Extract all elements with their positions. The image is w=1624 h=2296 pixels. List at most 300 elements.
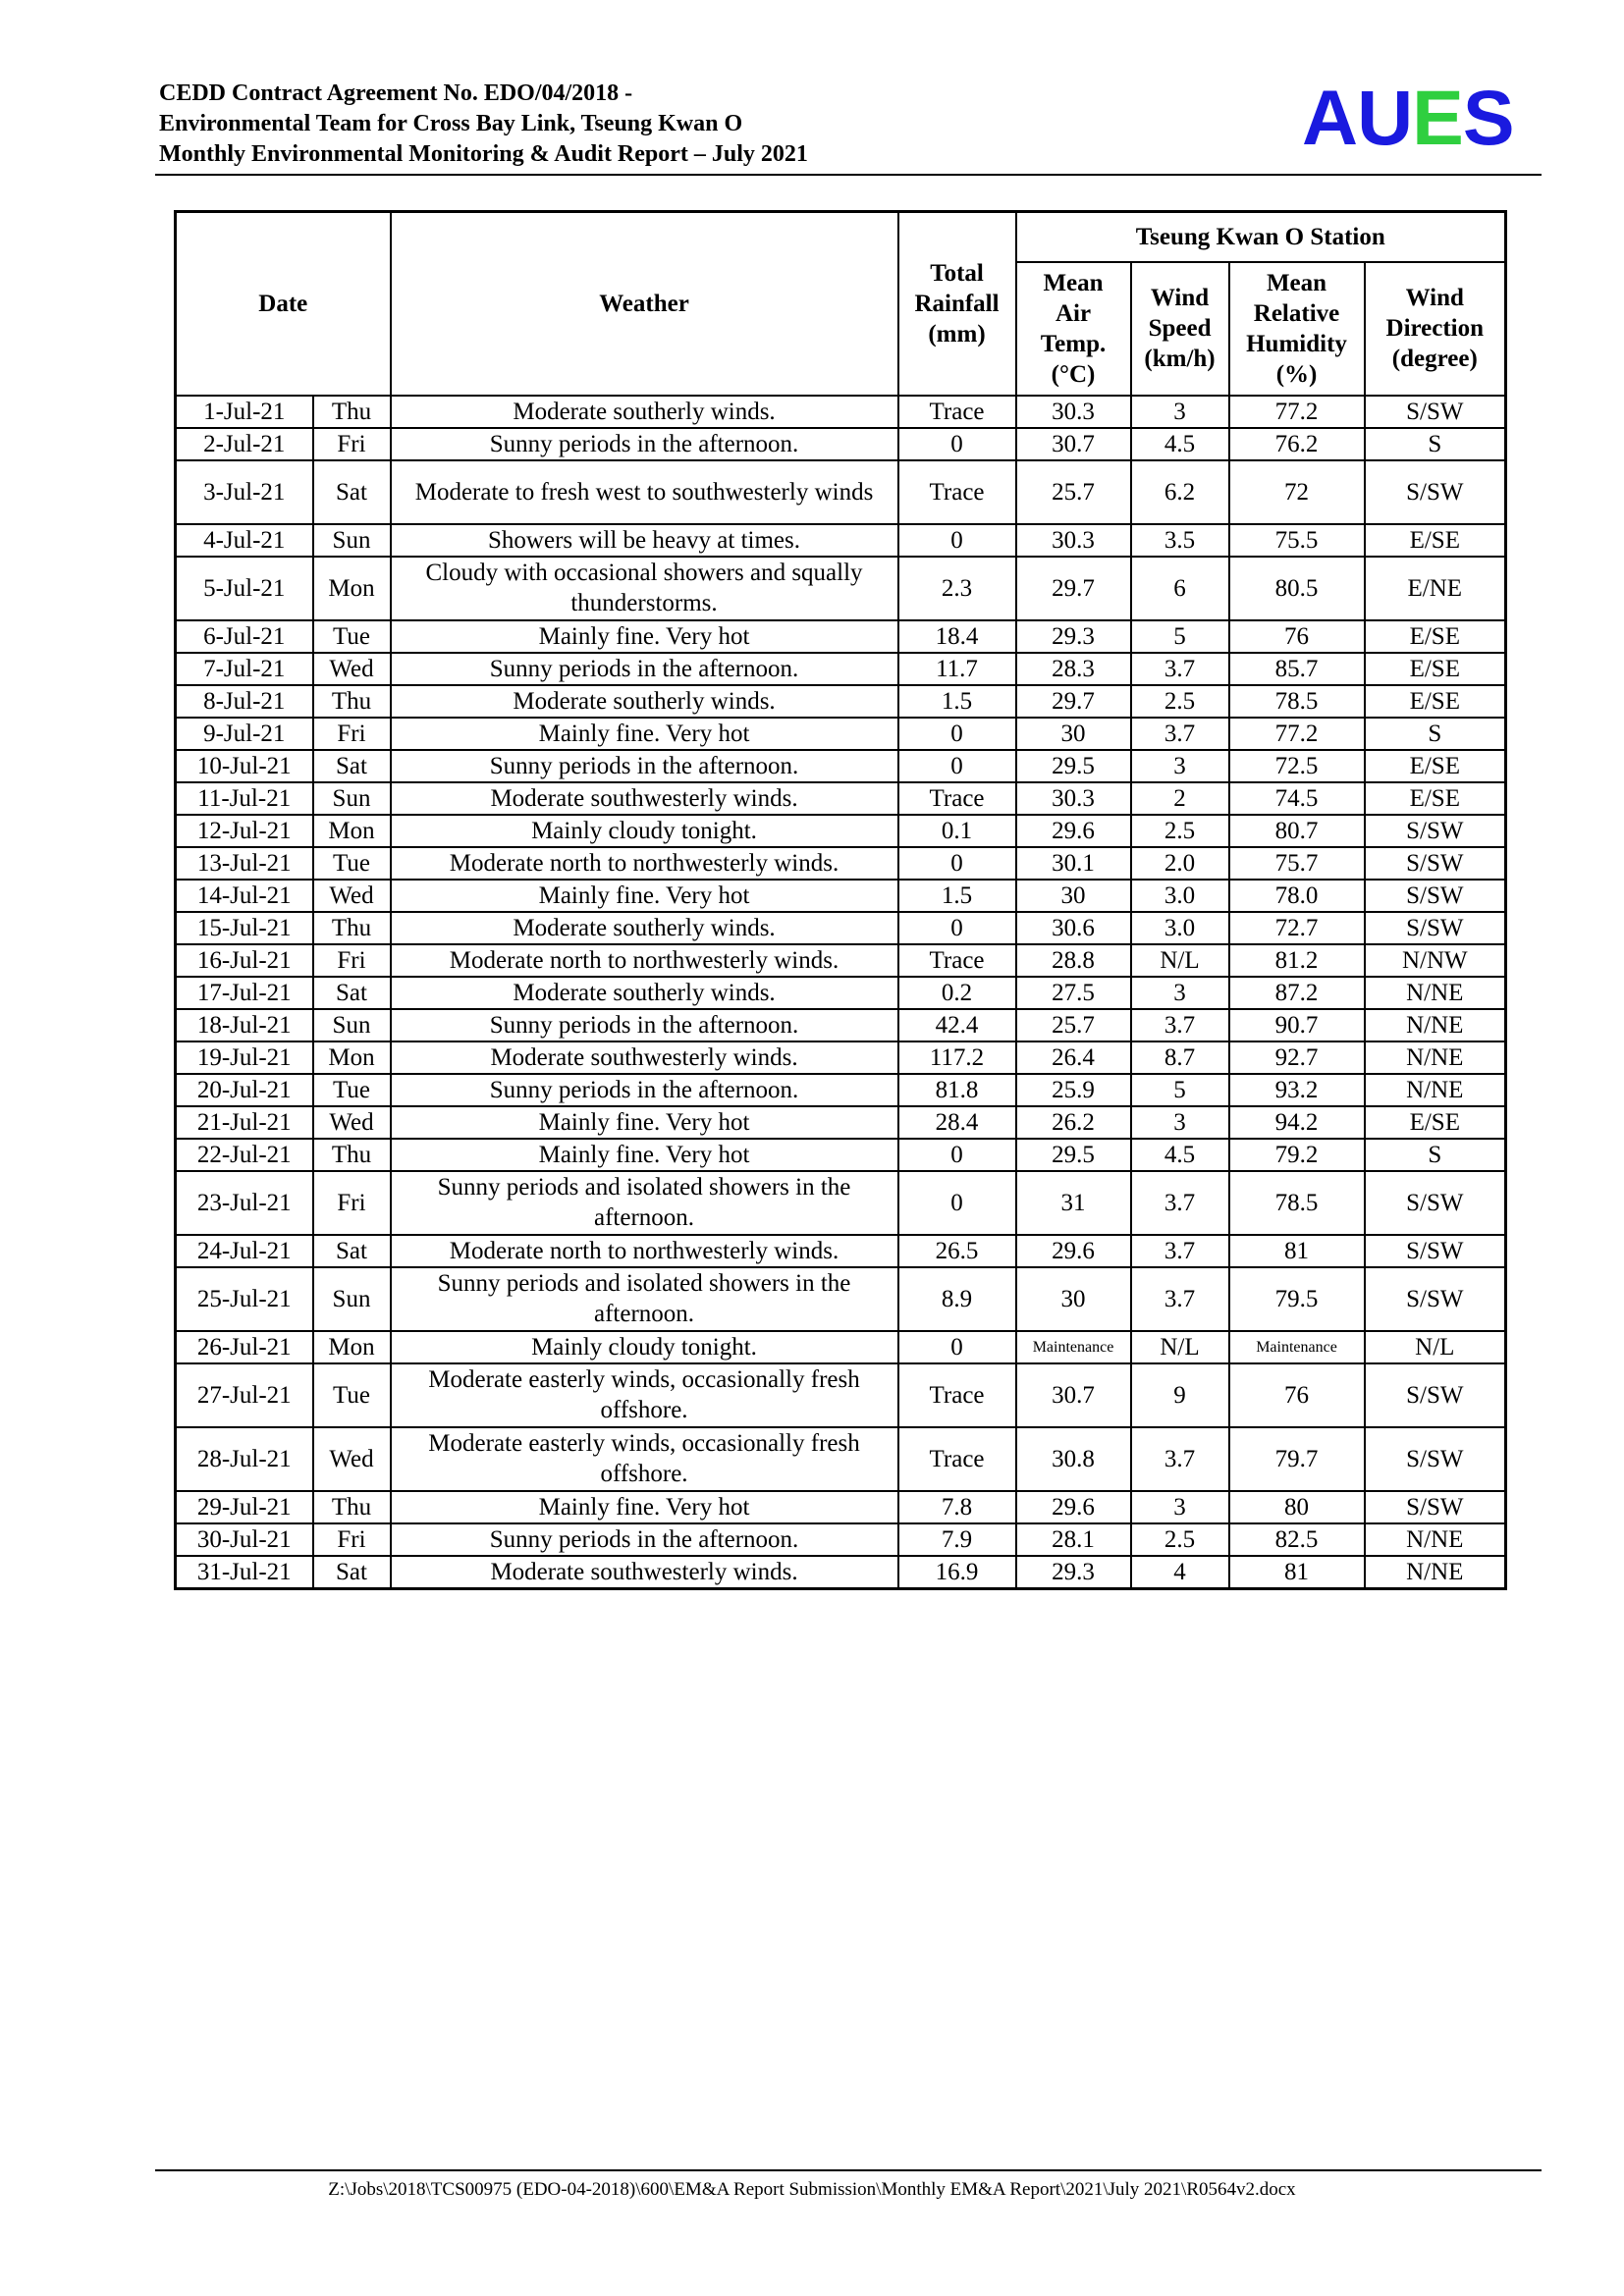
wind-direction-cell: N/NE [1365,1523,1506,1556]
rainfall-cell: 0.2 [898,977,1016,1009]
wind-speed-cell: 3 [1131,396,1229,428]
col-header-rainfall [898,212,1016,396]
humidity-cell: 92.7 [1229,1041,1365,1074]
weather-cell: Sunny periods in the afternoon. [391,428,898,460]
humidity-cell: 78.0 [1229,880,1365,912]
wind-speed-cell: 6 [1131,557,1229,620]
day-cell: Fri [313,944,391,977]
table-row [176,1106,1506,1139]
air-temp-cell: 31 [1016,1171,1131,1235]
wind-direction-cell: S [1365,718,1506,750]
header-contract-line: CEDD Contract Agreement No. EDO/04/2018 - [159,80,633,106]
wind-direction-cell: E/SE [1365,1106,1506,1139]
wind-speed-cell: 4 [1131,1556,1229,1589]
humidity-cell: 80 [1229,1491,1365,1523]
logo-letter: U [1357,74,1413,161]
wind-direction-cell: E/SE [1365,620,1506,653]
humidity-cell: 72.7 [1229,912,1365,944]
table-body [176,396,1506,1589]
weather-cell: Moderate southerly winds. [391,912,898,944]
table-row [176,1556,1506,1589]
table-row [176,718,1506,750]
weather-cell: Moderate easterly winds, occasionally fresh offshore. [391,1427,898,1491]
table-row [176,1171,1506,1235]
day-cell: Wed [313,653,391,685]
wind-direction-cell: N/L [1365,1331,1506,1363]
date-cell: 8-Jul-21 [176,685,313,718]
table-row [176,815,1506,847]
rainfall-cell: 0 [898,428,1016,460]
humidity-cell: 76 [1229,1363,1365,1427]
col-header-weather: Weather [391,212,898,396]
table-row [176,396,1506,428]
report-header [159,79,1043,170]
rainfall-cell: 16.9 [898,1556,1016,1589]
date-cell: 12-Jul-21 [176,815,313,847]
air-temp-cell: 30.3 [1016,782,1131,815]
humidity-cell: 81 [1229,1556,1365,1589]
weather-cell: Moderate southwesterly winds. [391,782,898,815]
rainfall-cell: 28.4 [898,1106,1016,1139]
weather-cell: Mainly fine. Very hot [391,880,898,912]
air-temp-cell: 30.7 [1016,428,1131,460]
header-divider [155,174,1542,176]
weather-cell: Mainly fine. Very hot [391,1106,898,1139]
day-cell: Mon [313,1331,391,1363]
rainfall-cell: 0 [898,1171,1016,1235]
humidity-cell: 75.7 [1229,847,1365,880]
wind-speed-cell: 3.7 [1131,1171,1229,1235]
wind-speed-cell: 5 [1131,620,1229,653]
air-temp-cell: 29.6 [1016,815,1131,847]
date-cell: 13-Jul-21 [176,847,313,880]
date-cell: 30-Jul-21 [176,1523,313,1556]
humidity-cell: 93.2 [1229,1074,1365,1106]
wind-speed-cell: 3 [1131,750,1229,782]
humidity-cell: 79.5 [1229,1267,1365,1331]
air-temp-cell: 30 [1016,718,1131,750]
wind-speed-cell: 2.5 [1131,815,1229,847]
table-row [176,1235,1506,1267]
wind-direction-cell: S/SW [1365,1267,1506,1331]
rainfall-cell: Trace [898,944,1016,977]
weather-cell: Moderate north to northwesterly winds. [391,944,898,977]
wind-speed-cell: 4.5 [1131,1139,1229,1171]
rainfall-cell: 1.5 [898,880,1016,912]
table-row [176,1331,1506,1363]
humidity-cell: 72 [1229,460,1365,524]
date-cell: 7-Jul-21 [176,653,313,685]
humidity-cell: 81 [1229,1235,1365,1267]
air-temp-header-text: Mean Air Temp. (°C) [1040,269,1107,388]
table-row [176,524,1506,557]
wind-speed-cell: 3.7 [1131,1009,1229,1041]
date-cell: 21-Jul-21 [176,1106,313,1139]
wind-speed-cell: 6.2 [1131,460,1229,524]
date-cell: 25-Jul-21 [176,1267,313,1331]
wind-direction-cell: S/SW [1365,1427,1506,1491]
weather-cell: Moderate north to northwesterly winds. [391,1235,898,1267]
wind-direction-cell: S/SW [1365,880,1506,912]
table-row [176,1074,1506,1106]
day-cell: Tue [313,847,391,880]
date-cell: 19-Jul-21 [176,1041,313,1074]
table-row [176,1523,1506,1556]
col-header-date: Date [176,212,391,396]
date-cell: 18-Jul-21 [176,1009,313,1041]
rainfall-cell: 117.2 [898,1041,1016,1074]
rainfall-cell: 81.8 [898,1074,1016,1106]
weather-cell: Cloudy with occasional showers and squally thunderstorms. [391,557,898,620]
wind-speed-cell: 9 [1131,1363,1229,1427]
footer-divider [155,2169,1542,2171]
humidity-cell: 90.7 [1229,1009,1365,1041]
air-temp-cell: 30.8 [1016,1427,1131,1491]
humidity-header-text: Mean Relative Humidity (%) [1246,269,1347,388]
day-cell: Mon [313,557,391,620]
table-row [176,685,1506,718]
date-cell: 28-Jul-21 [176,1427,313,1491]
logo-letter: A [1302,74,1358,161]
weather-cell: Moderate north to northwesterly winds. [391,847,898,880]
rainfall-cell: Trace [898,782,1016,815]
wind-speed-cell: 8.7 [1131,1041,1229,1074]
table-row [176,653,1506,685]
weather-cell: Mainly cloudy tonight. [391,1331,898,1363]
air-temp-cell: 25.7 [1016,460,1131,524]
air-temp-cell: 29.6 [1016,1491,1131,1523]
date-cell: 26-Jul-21 [176,1331,313,1363]
day-cell: Fri [313,1523,391,1556]
rainfall-cell: 11.7 [898,653,1016,685]
weather-cell: Moderate southerly winds. [391,977,898,1009]
table-row [176,1009,1506,1041]
rainfall-cell: 42.4 [898,1009,1016,1041]
day-cell: Fri [313,428,391,460]
air-temp-cell: 30.7 [1016,1363,1131,1427]
table-row [176,557,1506,620]
day-cell: Sat [313,1556,391,1589]
day-cell: Sun [313,782,391,815]
air-temp-cell: Maintenance [1016,1331,1131,1363]
weather-cell: Moderate southerly winds. [391,685,898,718]
table-row [176,460,1506,524]
wind-direction-cell: E/SE [1365,685,1506,718]
wind-speed-cell: 3.7 [1131,1427,1229,1491]
air-temp-cell: 30.3 [1016,396,1131,428]
wind-speed-cell: 3.0 [1131,880,1229,912]
wind-direction-cell: S/SW [1365,1235,1506,1267]
date-cell: 27-Jul-21 [176,1363,313,1427]
weather-cell: Sunny periods in the afternoon. [391,1523,898,1556]
air-temp-cell: 29.3 [1016,620,1131,653]
date-cell: 6-Jul-21 [176,620,313,653]
air-temp-cell: 29.3 [1016,1556,1131,1589]
air-temp-cell: 29.5 [1016,1139,1131,1171]
air-temp-cell: 28.8 [1016,944,1131,977]
wind-direction-cell: N/NE [1365,1041,1506,1074]
col-header-humidity [1229,262,1365,396]
table-row [176,1139,1506,1171]
date-cell: 29-Jul-21 [176,1491,313,1523]
logo-letter: E [1412,74,1463,161]
humidity-cell: 85.7 [1229,653,1365,685]
col-header-air-temp [1016,262,1131,396]
wind-speed-cell: 3.7 [1131,1267,1229,1331]
humidity-cell: 80.7 [1229,815,1365,847]
humidity-cell: 80.5 [1229,557,1365,620]
wind-direction-cell: N/NE [1365,1074,1506,1106]
humidity-cell: Maintenance [1229,1331,1365,1363]
weather-cell: Showers will be heavy at times. [391,524,898,557]
table-row [176,1491,1506,1523]
rainfall-cell: 7.8 [898,1491,1016,1523]
wind-direction-cell: E/SE [1365,782,1506,815]
day-cell: Thu [313,685,391,718]
rainfall-cell: 0.1 [898,815,1016,847]
day-cell: Thu [313,1139,391,1171]
table-row [176,880,1506,912]
humidity-cell: 79.7 [1229,1427,1365,1491]
table-row [176,620,1506,653]
weather-cell: Moderate to fresh west to southwesterly winds [391,460,898,524]
air-temp-cell: 25.9 [1016,1074,1131,1106]
rainfall-cell: 0 [898,750,1016,782]
day-cell: Tue [313,1363,391,1427]
header-report-line: Monthly Environmental Monitoring & Audit Report – July 2021 [159,141,808,167]
wind-speed-cell: 3 [1131,977,1229,1009]
day-cell: Tue [313,1074,391,1106]
air-temp-cell: 30.1 [1016,847,1131,880]
wind-speed-cell: 2.0 [1131,847,1229,880]
date-cell: 10-Jul-21 [176,750,313,782]
humidity-cell: 79.2 [1229,1139,1365,1171]
rainfall-cell: 7.9 [898,1523,1016,1556]
day-cell: Sat [313,1235,391,1267]
rainfall-cell: Trace [898,396,1016,428]
date-cell: 3-Jul-21 [176,460,313,524]
air-temp-cell: 27.5 [1016,977,1131,1009]
table-row [176,750,1506,782]
humidity-cell: 74.5 [1229,782,1365,815]
day-cell: Thu [313,912,391,944]
aues-logo [1302,74,1514,161]
date-cell: 24-Jul-21 [176,1235,313,1267]
table-row [176,1427,1506,1491]
wind-direction-cell: E/SE [1365,653,1506,685]
wind-direction-cell: S [1365,428,1506,460]
footer-file-path: Z:\Jobs\2018\TCS00975 (EDO-04-2018)\600\EM&A Report Submission\Monthly EM&A Report\2021\July 2021\R0564v2.docx [328,2179,1296,2200]
wind-speed-cell: 3.7 [1131,718,1229,750]
weather-cell: Sunny periods in the afternoon. [391,750,898,782]
wind-speed-cell: 3.0 [1131,912,1229,944]
table-row [176,1041,1506,1074]
wind-direction-cell: N/NE [1365,977,1506,1009]
date-cell: 23-Jul-21 [176,1171,313,1235]
rainfall-cell: 2.3 [898,557,1016,620]
humidity-cell: 78.5 [1229,685,1365,718]
date-cell: 5-Jul-21 [176,557,313,620]
logo-letter: S [1462,74,1514,161]
rainfall-header-text: Total Rainfall (mm) [914,259,1000,347]
wind-direction-cell: E/SE [1365,524,1506,557]
weather-cell: Mainly fine. Very hot [391,1139,898,1171]
date-cell: 17-Jul-21 [176,977,313,1009]
table-row [176,782,1506,815]
day-cell: Tue [313,620,391,653]
air-temp-cell: 30 [1016,880,1131,912]
rainfall-cell: 1.5 [898,685,1016,718]
wind-speed-cell: 3 [1131,1106,1229,1139]
col-header-wind-speed [1131,262,1229,396]
col-header-station: Tseung Kwan O Station [1016,212,1506,262]
wind-direction-cell: S/SW [1365,815,1506,847]
weather-cell: Sunny periods and isolated showers in the afternoon. [391,1267,898,1331]
day-cell: Sun [313,524,391,557]
rainfall-cell: 18.4 [898,620,1016,653]
date-cell: 16-Jul-21 [176,944,313,977]
wind-speed-cell: N/L [1131,1331,1229,1363]
date-cell: 14-Jul-21 [176,880,313,912]
weather-cell: Mainly fine. Very hot [391,1491,898,1523]
date-cell: 22-Jul-21 [176,1139,313,1171]
wind-direction-cell: S/SW [1365,460,1506,524]
wind-direction-cell: S/SW [1365,1363,1506,1427]
weather-cell: Moderate southerly winds. [391,396,898,428]
weather-cell: Sunny periods and isolated showers in the afternoon. [391,1171,898,1235]
weather-cell: Sunny periods in the afternoon. [391,653,898,685]
table-row [176,847,1506,880]
humidity-cell: 77.2 [1229,718,1365,750]
wind-direction-cell: S/SW [1365,912,1506,944]
wind-direction-cell: N/NE [1365,1009,1506,1041]
wind-speed-cell: 4.5 [1131,428,1229,460]
air-temp-cell: 26.4 [1016,1041,1131,1074]
wind-speed-cell: 5 [1131,1074,1229,1106]
air-temp-cell: 30.3 [1016,524,1131,557]
humidity-cell: 81.2 [1229,944,1365,977]
day-cell: Wed [313,880,391,912]
wind-speed-cell: 2 [1131,782,1229,815]
day-cell: Thu [313,396,391,428]
day-cell: Sun [313,1009,391,1041]
air-temp-cell: 29.5 [1016,750,1131,782]
weather-cell: Moderate easterly winds, occasionally fresh offshore. [391,1363,898,1427]
wind-direction-cell: E/NE [1365,557,1506,620]
table-row [176,977,1506,1009]
wind-direction-cell: S/SW [1365,1491,1506,1523]
humidity-cell: 78.5 [1229,1171,1365,1235]
air-temp-cell: 25.7 [1016,1009,1131,1041]
date-cell: 31-Jul-21 [176,1556,313,1589]
date-cell: 9-Jul-21 [176,718,313,750]
wind-speed-cell: 2.5 [1131,1523,1229,1556]
rainfall-cell: 8.9 [898,1267,1016,1331]
day-cell: Wed [313,1427,391,1491]
wind-speed-cell: N/L [1131,944,1229,977]
rainfall-cell: 0 [898,1331,1016,1363]
air-temp-cell: 26.2 [1016,1106,1131,1139]
wind-direction-cell: S/SW [1365,847,1506,880]
weather-cell: Moderate southwesterly winds. [391,1556,898,1589]
weather-cell: Mainly cloudy tonight. [391,815,898,847]
air-temp-cell: 28.3 [1016,653,1131,685]
date-cell: 15-Jul-21 [176,912,313,944]
humidity-cell: 87.2 [1229,977,1365,1009]
day-cell: Mon [313,1041,391,1074]
wind-speed-cell: 3 [1131,1491,1229,1523]
weather-cell: Mainly fine. Very hot [391,718,898,750]
air-temp-cell: 28.1 [1016,1523,1131,1556]
humidity-cell: 82.5 [1229,1523,1365,1556]
wind-direction-cell: S [1365,1139,1506,1171]
day-cell: Sat [313,977,391,1009]
weather-cell: Moderate southwesterly winds. [391,1041,898,1074]
table-row [176,1267,1506,1331]
wind-direction-cell: N/NE [1365,1556,1506,1589]
air-temp-cell: 30 [1016,1267,1131,1331]
air-temp-cell: 29.7 [1016,557,1131,620]
weather-cell: Sunny periods in the afternoon. [391,1074,898,1106]
table-row [176,944,1506,977]
wind-speed-cell: 2.5 [1131,685,1229,718]
weather-cell: Mainly fine. Very hot [391,620,898,653]
humidity-cell: 77.2 [1229,396,1365,428]
day-cell: Fri [313,718,391,750]
wind-direction-cell: S/SW [1365,396,1506,428]
rainfall-cell: Trace [898,460,1016,524]
air-temp-cell: 30.6 [1016,912,1131,944]
table-row [176,912,1506,944]
wind-speed-cell: 3.7 [1131,653,1229,685]
date-cell: 20-Jul-21 [176,1074,313,1106]
col-header-wind-direction [1365,262,1506,396]
rainfall-cell: 26.5 [898,1235,1016,1267]
weather-cell: Sunny periods in the afternoon. [391,1009,898,1041]
day-cell: Thu [313,1491,391,1523]
rainfall-cell: 0 [898,524,1016,557]
rainfall-cell: 0 [898,1139,1016,1171]
day-cell: Fri [313,1171,391,1235]
day-cell: Wed [313,1106,391,1139]
wind-direction-cell: S/SW [1365,1171,1506,1235]
wind-speed-cell: 3.7 [1131,1235,1229,1267]
rainfall-cell: Trace [898,1363,1016,1427]
day-cell: Sun [313,1267,391,1331]
air-temp-cell: 29.7 [1016,685,1131,718]
wind-direction-header-text: Wind Direction (degree) [1385,285,1485,372]
wind-speed-cell: 3.5 [1131,524,1229,557]
date-cell: 1-Jul-21 [176,396,313,428]
day-cell: Sat [313,460,391,524]
humidity-cell: 76.2 [1229,428,1365,460]
day-cell: Mon [313,815,391,847]
humidity-cell: 72.5 [1229,750,1365,782]
rainfall-cell: 0 [898,912,1016,944]
date-cell: 2-Jul-21 [176,428,313,460]
table-row [176,1363,1506,1427]
air-temp-cell: 29.6 [1016,1235,1131,1267]
date-cell: 11-Jul-21 [176,782,313,815]
weather-data-table [174,210,1507,1590]
header-team-line: Environmental Team for Cross Bay Link, Tseung Kwan O [159,111,743,136]
humidity-cell: 75.5 [1229,524,1365,557]
wind-direction-cell: E/SE [1365,750,1506,782]
wind-speed-header-text: Wind Speed (km/h) [1144,285,1216,372]
rainfall-cell: 0 [898,718,1016,750]
rainfall-cell: 0 [898,847,1016,880]
wind-direction-cell: N/NW [1365,944,1506,977]
